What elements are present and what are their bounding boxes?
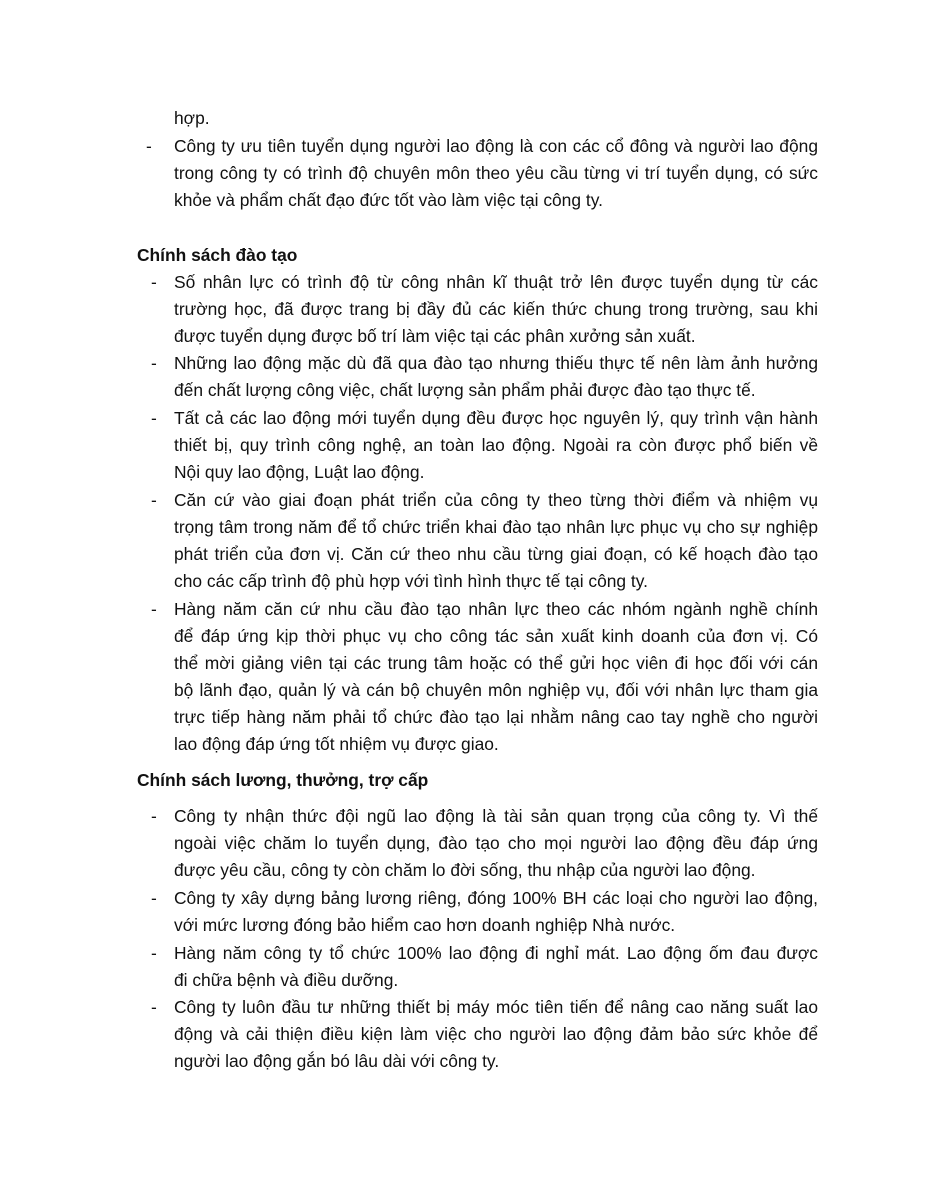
list-bullet: - — [151, 888, 157, 908]
list-item-line: được tuyển dụng được bố trí làm việc tại các phân xưởng sản xuất. — [174, 326, 696, 346]
list-item-line: bộ lãnh đạo, quản lý và cán bộ chuyên môn nghiệp vụ, đối với nhân lực tham gia — [174, 680, 818, 700]
continuation-text: hợp. — [174, 108, 210, 128]
list-item-line: đến chất lượng công việc, chất lượng sản phẩm phải được đào tạo thực tế. — [174, 380, 756, 400]
list-item-line: Công ty nhận thức đội ngũ lao động là tài sản quan trọng của công ty. Vì thế — [174, 806, 818, 826]
list-bullet: - — [151, 806, 157, 826]
list-item-line: người lao động gắn bó lâu dài với công ty. — [174, 1051, 500, 1071]
list-item-line: được yêu cầu, công ty còn chăm lo đời sống, thu nhập của người lao động. — [174, 860, 756, 880]
list-item-line: với mức lương đóng bảo hiểm cao hơn doanh nghiệp Nhà nước. — [174, 915, 676, 935]
list-bullet: - — [151, 490, 157, 510]
list-item-line: Căn cứ vào giai đoạn phát triển của công ty theo từng thời điểm và nhiệm vụ — [174, 490, 818, 510]
list-item-line: cho các cấp trình độ phù hợp với tình hình thực tế tại công ty. — [174, 571, 648, 591]
list-item-line: Công ty xây dựng bảng lương riêng, đóng 100% BH các loại cho người lao động, — [174, 888, 818, 908]
section-heading-salary: Chính sách lương, thưởng, trợ cấp — [137, 770, 429, 790]
list-bullet: - — [151, 997, 157, 1017]
list-item-line: khỏe và phẩm chất đạo đức tốt vào làm việc tại công ty. — [174, 190, 603, 210]
list-item-line: Tất cả các lao động mới tuyển dụng đều được học nguyên lý, quy trình vận hành — [174, 408, 818, 428]
list-bullet: - — [151, 599, 157, 619]
list-bullet: - — [151, 408, 157, 428]
list-bullet: - — [146, 136, 152, 156]
list-bullet: - — [151, 353, 157, 373]
list-item-line: trực tiếp hàng năm phải tổ chức đào tạo lại nhằm nâng cao tay nghề cho người — [174, 707, 818, 727]
list-item-line: Những lao động mặc dù đã qua đào tạo nhưng thiếu thực tế nên làm ảnh hưởng — [174, 353, 818, 373]
list-item-line: trọng tâm trong năm để tổ chức triển khai đào tạo nhân lực phục vụ cho sự nghiệp — [174, 517, 818, 537]
list-item-line: trường học, đã được trang bị đầy đủ các kiến thức chung trong trường, sau khi — [174, 299, 818, 319]
list-item-line: ngoài việc chăm lo tuyển dụng, đào tạo cho mọi người lao động đều đáp ứng — [174, 833, 818, 853]
section-heading-training: Chính sách đào tạo — [137, 245, 298, 265]
list-item-line: Công ty ưu tiên tuyển dụng người lao động là con các cổ đông và người lao động — [174, 136, 818, 156]
list-item-line: để đáp ứng kịp thời phục vụ cho công tác sản xuất kinh doanh của đơn vị. Có — [174, 626, 818, 646]
list-item-line: động và cải thiện điều kiện làm việc cho người lao động đảm bảo sức khỏe để — [174, 1024, 818, 1044]
list-item-line: đi chữa bệnh và điều dưỡng. — [174, 970, 399, 990]
list-item-line: Hàng năm căn cứ nhu cầu đào tạo nhân lực theo các nhóm ngành nghề chính — [174, 599, 818, 619]
list-item-line: Nội quy lao động, Luật lao động. — [174, 462, 425, 482]
list-item-line: phát triển của đơn vị. Căn cứ theo nhu cầu từng giai đoạn, có kế hoạch đào tạo — [174, 544, 818, 564]
list-item-line: lao động đáp ứng tốt nhiệm vụ được giao. — [174, 734, 499, 754]
list-item-line: trong công ty có trình độ chuyên môn theo yêu cầu từng vi trí tuyển dụng, có sức — [174, 163, 818, 183]
list-item-line: Hàng năm công ty tổ chức 100% lao động đi nghỉ mát. Lao động ốm đau được — [174, 943, 818, 963]
list-item-line: thể mời giảng viên tại các trung tâm hoặc có thể gửi học viên đi học đối với cán — [174, 653, 818, 673]
list-item-line: thiết bị, quy trình công nghệ, an toàn lao động. Ngoài ra còn được phổ biến về — [174, 435, 818, 455]
list-item-line: Số nhân lực có trình độ từ công nhân kĩ thuật trở lên được tuyển dụng từ các — [174, 272, 818, 292]
list-bullet: - — [151, 943, 157, 963]
list-item-line: Công ty luôn đầu tư những thiết bị máy móc tiên tiến để nâng cao năng suất lao — [174, 997, 818, 1017]
list-bullet: - — [151, 272, 157, 292]
